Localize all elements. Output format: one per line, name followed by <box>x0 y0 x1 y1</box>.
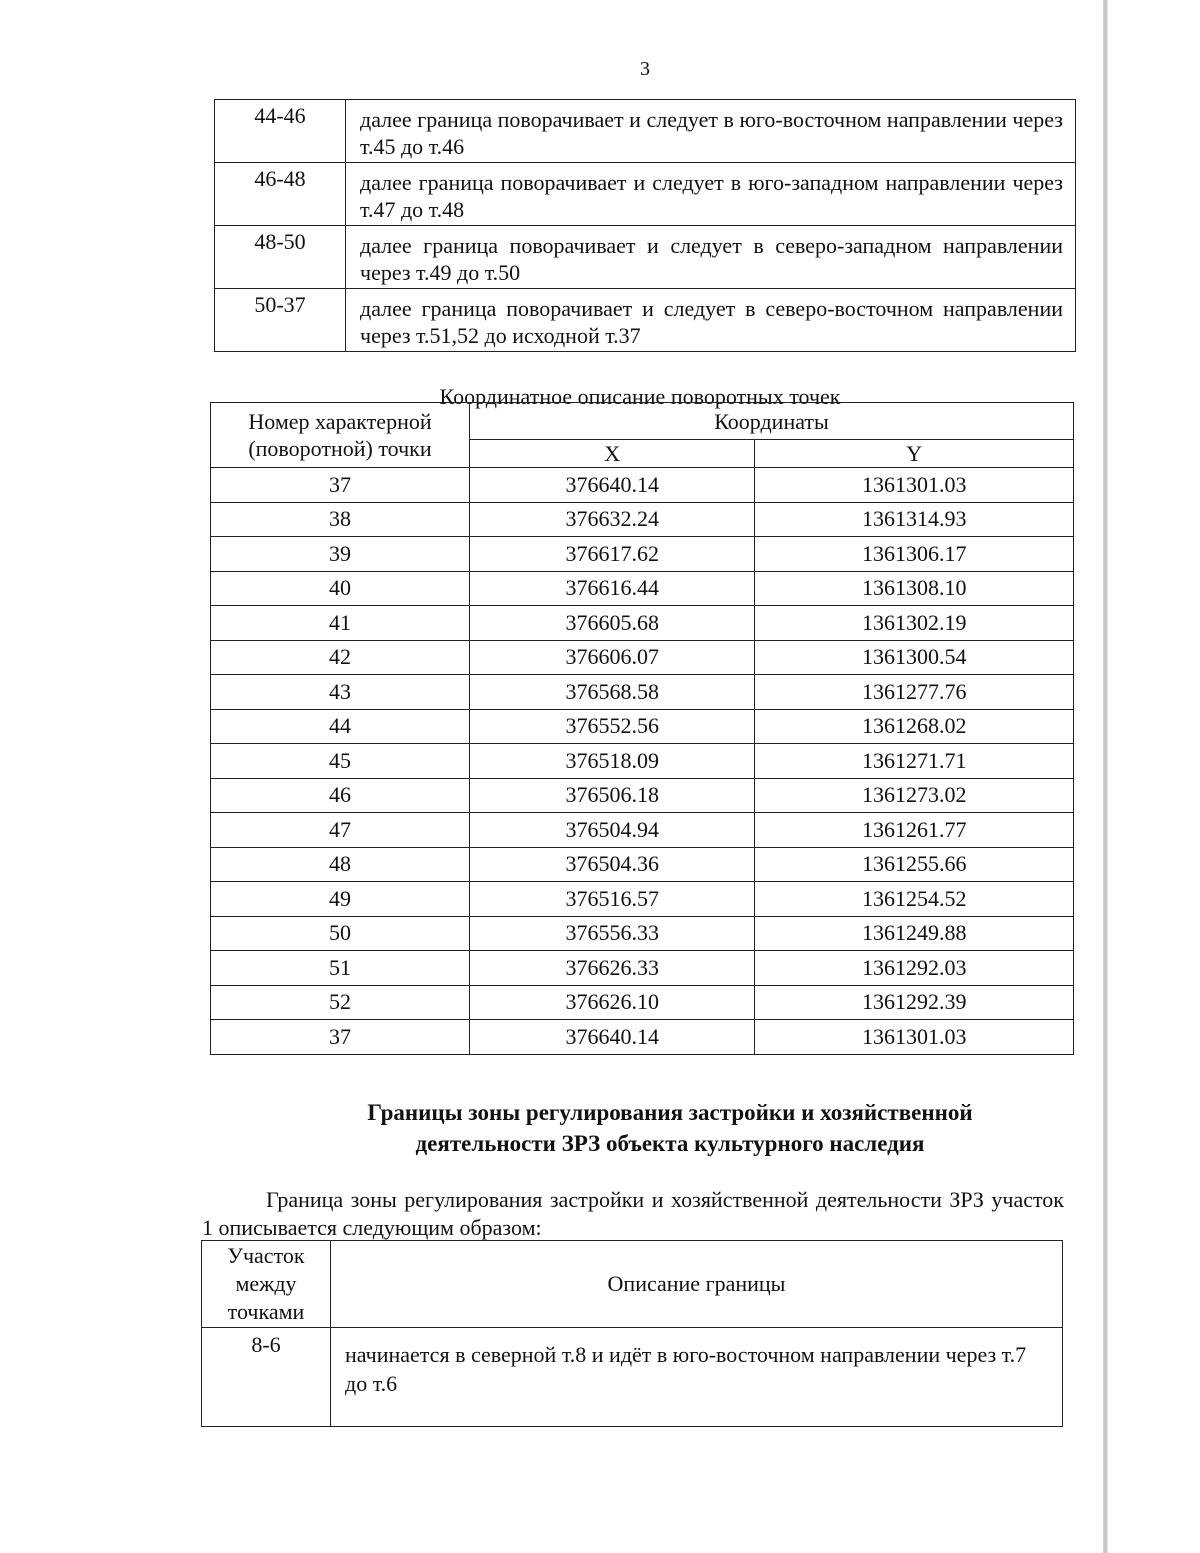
table-row <box>211 468 1074 503</box>
intro-text: Граница зоны регулирования застройки и хозяйственной деятельности ЗРЗ участок 1 описывается следующим образом: <box>202 1187 1064 1240</box>
point-number-cell: 49 <box>211 882 470 917</box>
x-coordinate-cell: 376617.62 <box>470 537 755 572</box>
point-number-cell: 37 <box>211 1020 470 1055</box>
x-coordinate-cell: 376640.14 <box>470 1020 755 1055</box>
table-row <box>211 813 1074 848</box>
x-coordinate-cell: 376632.24 <box>470 502 755 537</box>
section-heading-line-1: Границы зоны регулирования застройки и хозяйственной <box>367 1100 973 1125</box>
description-cell: далее граница поворачивает и следует в юго-западном направлении через т.47 до т.48 <box>346 163 1076 226</box>
coordinates-table-caption: Координатное описание поворотных точек <box>439 384 841 409</box>
point-number-cell: 46 <box>211 778 470 813</box>
y-coordinate-cell: 1361302.19 <box>755 606 1074 641</box>
x-coordinate-cell: 376506.18 <box>470 778 755 813</box>
y-coordinate-cell: 1361308.10 <box>755 571 1074 606</box>
description-cell: начинается в северной т.8 и идёт в юго-восточном направлении через т.7 до т.6 <box>331 1328 1063 1427</box>
point-number-cell: 37 <box>211 468 470 503</box>
segment-header: Участок между точками <box>202 1241 331 1328</box>
y-coordinate-cell: 1361292.03 <box>755 951 1074 986</box>
table-row <box>211 537 1074 572</box>
table-row <box>211 709 1074 744</box>
description-cell: далее граница поворачивает и следует в северо-западном направлении через т.49 до т.50 <box>346 226 1076 289</box>
point-number-cell: 47 <box>211 813 470 848</box>
table-row <box>211 985 1074 1020</box>
table-row <box>215 226 1076 289</box>
scan-page-edge <box>1103 0 1108 1553</box>
point-number-cell: 42 <box>211 640 470 675</box>
description-header: Описание границы <box>331 1241 1063 1328</box>
y-coordinate-cell: 1361273.02 <box>755 778 1074 813</box>
table-row <box>215 100 1076 163</box>
x-coordinate-cell: 376504.94 <box>470 813 755 848</box>
segment-cell: 44-46 <box>215 100 346 163</box>
table-row <box>211 571 1074 606</box>
y-coordinate-cell: 1361314.93 <box>755 502 1074 537</box>
y-coordinate-cell: 1361255.66 <box>755 847 1074 882</box>
description-cell: далее граница поворачивает и следует в северо-восточном направлении через т.51,52 до исходной т.37 <box>346 289 1076 352</box>
x-coordinate-cell: 376516.57 <box>470 882 755 917</box>
table-row <box>202 1328 1063 1427</box>
y-coordinate-cell: 1361292.39 <box>755 985 1074 1020</box>
table-row <box>211 744 1074 779</box>
y-coordinate-cell: 1361277.76 <box>755 675 1074 710</box>
table-row <box>215 289 1076 352</box>
table-row <box>211 778 1074 813</box>
segment-cell: 48-50 <box>215 226 346 289</box>
y-coordinate-cell: 1361254.52 <box>755 882 1074 917</box>
table-row <box>211 675 1074 710</box>
x-coordinate-cell: 376556.33 <box>470 916 755 951</box>
x-coordinate-header: X <box>470 440 755 468</box>
point-number-cell: 50 <box>211 916 470 951</box>
coordinates-table <box>210 402 1074 1055</box>
point-number-cell: 39 <box>211 537 470 572</box>
y-coordinate-cell: 1361271.71 <box>755 744 1074 779</box>
x-coordinate-cell: 376606.07 <box>470 640 755 675</box>
table-row <box>215 163 1076 226</box>
table-row <box>211 951 1074 986</box>
y-coordinate-cell: 1361261.77 <box>755 813 1074 848</box>
table-row <box>211 847 1074 882</box>
x-coordinate-cell: 376568.58 <box>470 675 755 710</box>
section-heading <box>230 1097 1110 1159</box>
x-coordinate-cell: 376640.14 <box>470 468 755 503</box>
page-number: 3 <box>640 58 650 80</box>
x-coordinate-cell: 376518.09 <box>470 744 755 779</box>
section-heading-line-2: деятельности ЗРЗ объекта культурного наследия <box>415 1131 925 1156</box>
y-coordinate-header: Y <box>755 440 1074 468</box>
x-coordinate-cell: 376552.56 <box>470 709 755 744</box>
x-coordinate-cell: 376605.68 <box>470 606 755 641</box>
point-number-cell: 40 <box>211 571 470 606</box>
point-number-cell: 43 <box>211 675 470 710</box>
table-row <box>211 502 1074 537</box>
table-row <box>211 606 1074 641</box>
point-number-cell: 52 <box>211 985 470 1020</box>
point-number-cell: 38 <box>211 502 470 537</box>
point-number-cell: 44 <box>211 709 470 744</box>
point-number-cell: 48 <box>211 847 470 882</box>
point-number-cell: 45 <box>211 744 470 779</box>
boundary-description-table-continued <box>214 99 1076 352</box>
x-coordinate-cell: 376504.36 <box>470 847 755 882</box>
y-coordinate-cell: 1361306.17 <box>755 537 1074 572</box>
table-row <box>211 1020 1074 1055</box>
segment-cell: 50-37 <box>215 289 346 352</box>
point-number-cell: 51 <box>211 951 470 986</box>
x-coordinate-cell: 376626.33 <box>470 951 755 986</box>
table-row <box>211 640 1074 675</box>
description-cell: далее граница поворачивает и следует в юго-восточном направлении через т.45 до т.46 <box>346 100 1076 163</box>
table-row <box>211 916 1074 951</box>
point-number-header: Номер характерной (поворотной) точки <box>211 403 470 468</box>
zrz-boundary-table <box>201 1240 1063 1427</box>
table-row <box>211 882 1074 917</box>
x-coordinate-cell: 376616.44 <box>470 571 755 606</box>
y-coordinate-cell: 1361301.03 <box>755 1020 1074 1055</box>
segment-cell: 8-6 <box>202 1328 331 1427</box>
coordinates-header: Координаты <box>470 403 1074 440</box>
y-coordinate-cell: 1361300.54 <box>755 640 1074 675</box>
y-coordinate-cell: 1361249.88 <box>755 916 1074 951</box>
intro-paragraph <box>202 1186 1064 1242</box>
x-coordinate-cell: 376626.10 <box>470 985 755 1020</box>
point-number-cell: 41 <box>211 606 470 641</box>
y-coordinate-cell: 1361301.03 <box>755 468 1074 503</box>
y-coordinate-cell: 1361268.02 <box>755 709 1074 744</box>
segment-cell: 46-48 <box>215 163 346 226</box>
